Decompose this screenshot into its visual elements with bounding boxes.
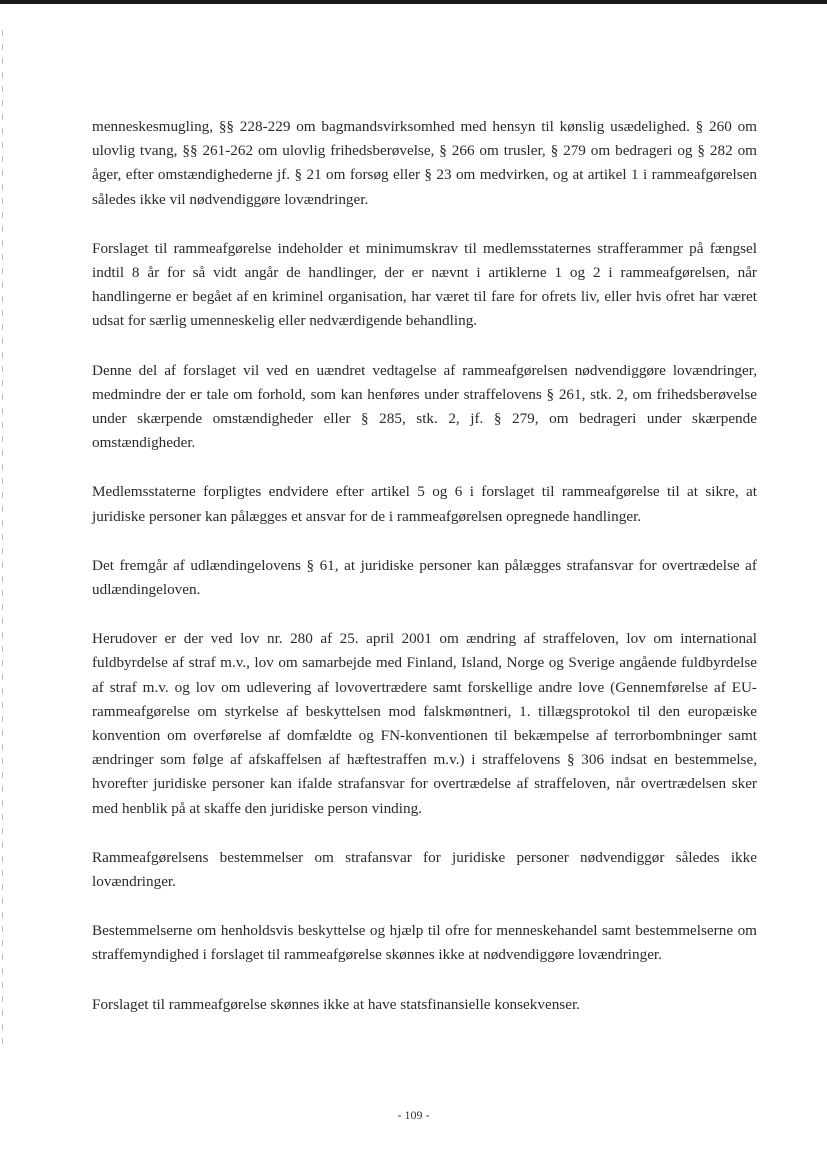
paragraph-7: Rammeafgørelsens bestemmelser om strafansvar for juridiske personer nødvendiggør således ikke lovændringer. [92, 848, 757, 891]
paragraph-5: Det fremgår af udlændingelovens § 61, at juridiske personer kan pålægges strafansvar for overtrædelse af udlændingeloven. [92, 556, 757, 599]
paragraph-1: menneskesmugling, §§ 228-229 om bagmandsvirksomhed med hensyn til kønslig usædelighed. § 260 om ulovlig tvang, §§ 261-262 om ulovlig frihedsberøvelse, § 266 om trusler, § 279 om bedrageri og § 282 om åger, efter omstændighederne jf. § 21 om forsøg eller § 23 om medvirken, og at artikel 1 i rammeafgørelsen således ikke vil nødvendiggøre lovændringer. [92, 118, 757, 208]
paragraph-6: Herudover er der ved lov nr. 280 af 25. april 2001 om ændring af straffeloven, lov om international fuldbyrdelse af straf m.v., lov om samarbejde med Finland, Island, Norge og Sverige angående fuldbyrdelse af straf m.v. og lov om udlevering af lovovertrædere samt forskellige andre love (Gennemførelse af EU-rammeafgørelse om styrkelse af beskyttelsen mod falskmøntneri, 1. tillægsprotokol til den europæiske konvention om overførelse af domfældte og FN-konventionen til bekæmpelse af terrorbombninger samt ændringer som følge af afskaffelsen af hæftestraffen m.v.) i straffelovens § 306 indsat en bestemmelse, hvorefter juridiske personer kan ifalde strafansvar for overtrædelse af straffeloven, når overtrædelsen sker med henblik på at skaffe den juridiske person vinding. [92, 630, 757, 817]
paragraph-3: Denne del af forslaget vil ved en uændret vedtagelse af rammeafgørelsen nødvendiggøre lovændringer, medmindre der er tale om forhold, som kan henføres under straffelovens § 261, stk. 2, om frihedsberøvelse under skærpende omstændigheder eller § 285, stk. 2, jf. § 279, om bedrageri under skærpende omstændigheder. [92, 361, 757, 452]
paragraph-4: Medlemsstaterne forpligtes endvidere efter artikel 5 og 6 i forslaget til rammeafgørelse til at sikre, at juridiske personer kan pålægges et ansvar for de i rammeafgørelsen opregnede handlinger. [92, 483, 757, 525]
paragraph-2: Forslaget til rammeafgørelse indeholder et minimumskrav til medlemsstaternes strafferammer på fængsel indtil 8 år for så vidt angår de handlinger, der er nævnt i artiklerne 1 og 2 i rammeafgørelsen, når handlingerne er begået af en kriminel organisation, har været til fare for ofrets liv, eller hvis ofret har været udsat for særlig umenneskelig eller nedværdigende behandling. [92, 239, 757, 330]
document-body [92, 115, 757, 1042]
paragraph-8: Bestemmelserne om henholdsvis beskyttelse og hjælp til ofre for menneskehandel samt bestemmelserne om straffemyndighed i forslaget til rammeafgørelse skønnes ikke at nødvendiggøre lovændringer. [92, 922, 757, 964]
page-number: - 109 - [397, 1108, 430, 1122]
scan-top-border [0, 0, 827, 4]
scan-left-edge [2, 30, 3, 1050]
paragraph-9: Forslaget til rammeafgørelse skønnes ikke at have statsfinansielle konsekvenser. [92, 995, 580, 1013]
